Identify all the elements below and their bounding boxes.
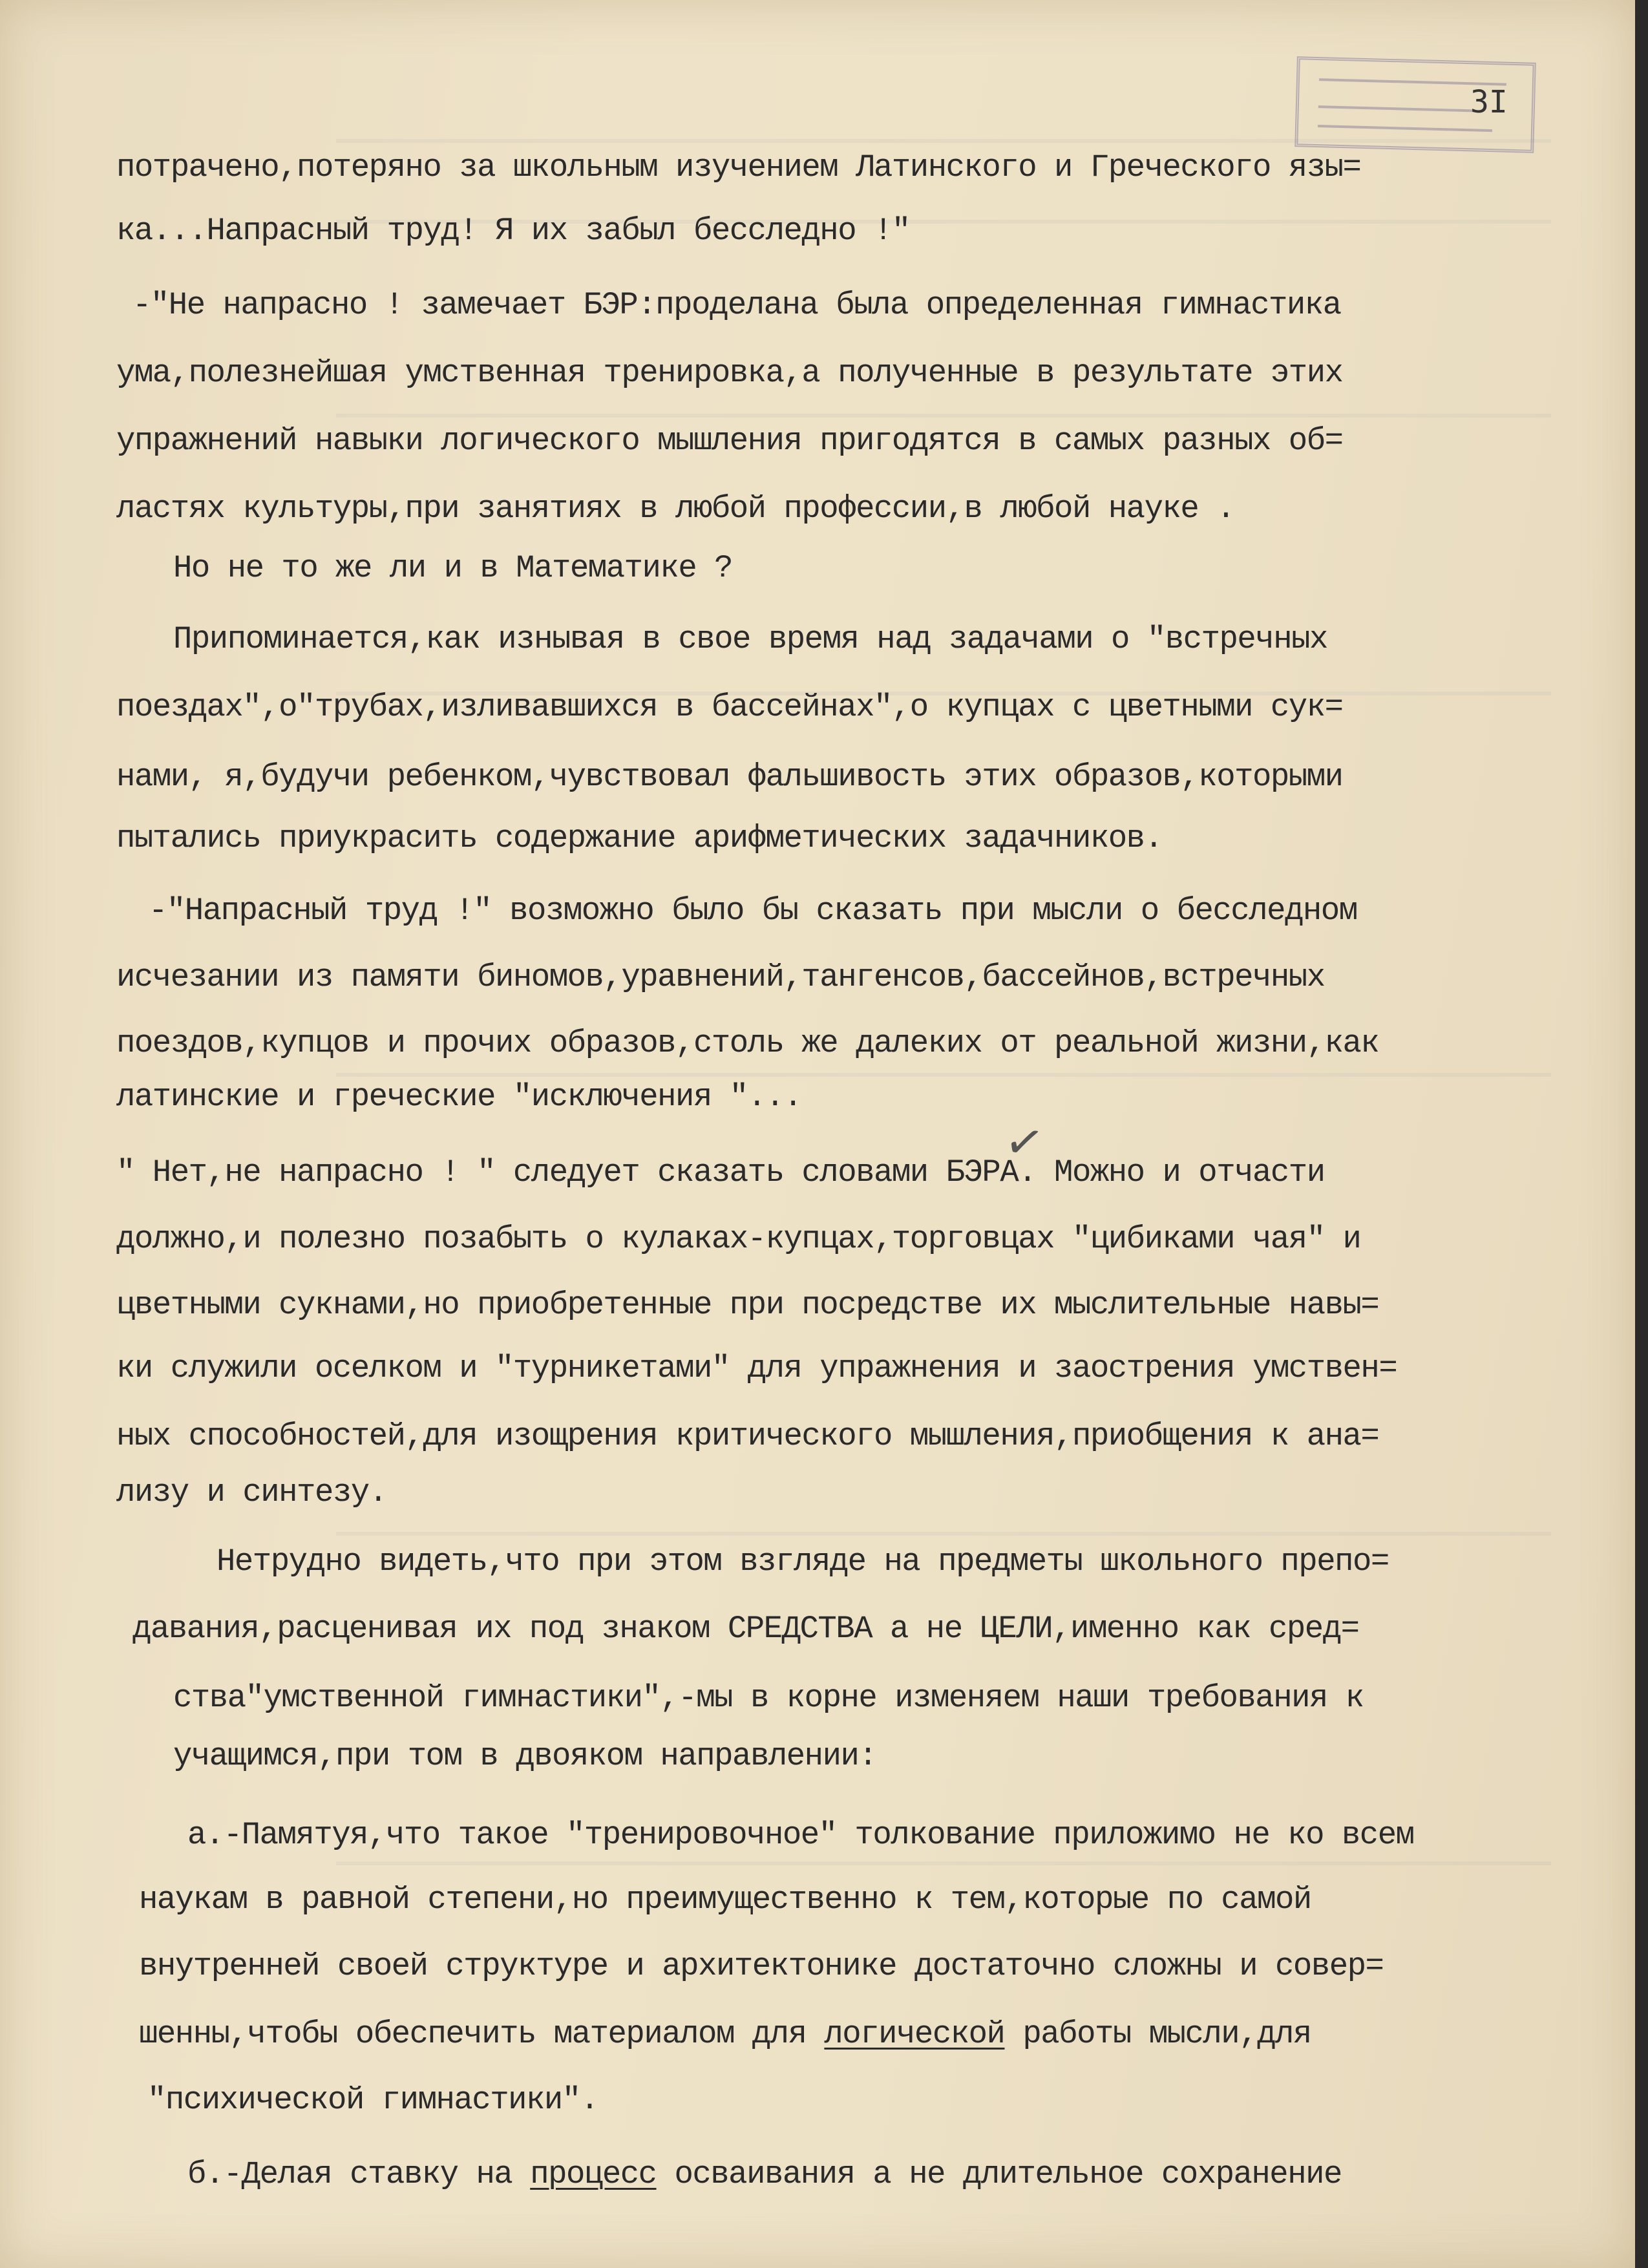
text-line: поездов,купцов и прочих образов,столь же далеких от реальной жизни,как	[116, 1025, 1379, 1061]
text-line: ка...Напрасный труд! Я их забыл бесследно !"	[116, 213, 910, 249]
bleed-through	[336, 1073, 1551, 1077]
stamp-line	[1318, 105, 1474, 112]
text-line: а.-Памятуя,что такое "тренировочное" толкование приложимо не ко всем	[187, 1817, 1414, 1853]
underlined-word: процесс	[530, 2156, 657, 2192]
text-line: должно,и полезно позабыть о кулаках-купцах,торговцах "цибиками чая" и	[116, 1221, 1361, 1257]
text-line: ластях культуры,при занятиях в любой профессии,в любой науке .	[116, 491, 1235, 527]
underlined-word: логической	[824, 2016, 1005, 2052]
text-line: нами, я,будучи ребенком,чувствовал фальшивость этих образов,которыми	[116, 759, 1343, 795]
text-line: " Нет,не напрасно ! " следует сказать словами БЭРА. Можно и отчасти	[116, 1154, 1325, 1191]
bleed-through	[336, 1861, 1551, 1865]
text-line: учащимся,при том в двояком направлении:	[173, 1738, 877, 1774]
text-line: цветными сукнами,но приобретенные при посредстве их мыслительные навы=	[116, 1287, 1379, 1323]
text-line: поездах",о"трубах,изливавшихся в бассейнах",о купцах с цветными сук=	[116, 689, 1343, 725]
text-line: лизу и синтезу.	[116, 1474, 387, 1510]
page-number: 3I	[1470, 84, 1508, 120]
text-line: "психической гимнастики".	[147, 2082, 598, 2118]
text-line: латинские и греческие "исключения "...	[116, 1079, 802, 1115]
text-line: Но не то же ли и в Математике ?	[173, 550, 733, 586]
handwritten-checkmark: ✓	[1000, 1112, 1049, 1172]
text-line	[187, 2156, 1342, 2192]
text-line: ных способностей,для изощрения критического мышления,приобщения к ана=	[116, 1418, 1379, 1454]
text-line: наукам в равной степени,но преимущественно к тем,которые по самой	[139, 1881, 1311, 1918]
text-line: Припоминается,как изнывая в свое время над задачами о "встречных	[173, 621, 1327, 657]
text-line-end: осваивания а не длительное сохранение	[656, 2156, 1342, 2192]
text-line: ки служили оселком и "турникетами" для упражнения и заострения умствен=	[116, 1350, 1397, 1386]
text-line-start: б.-Делая ставку на	[187, 2156, 531, 2192]
text-line: ума,полезнейшая умственная тренировка,а полученные в результате этих	[116, 355, 1343, 391]
text-line: пытались приукрасить содержание арифметических задачников.	[116, 820, 1163, 856]
text-line-start: шенны,чтобы обеспечить материалом для	[139, 2016, 825, 2052]
text-line	[139, 2016, 1311, 2052]
text-line: -"Не напрасно ! замечает БЭР:проделана была определенная гимнастика	[132, 287, 1341, 323]
text-line: -"Напрасный труд !" возможно было бы сказать при мысли о бесследном	[149, 893, 1357, 929]
text-line: давания,расценивая их под знаком СРЕДСТВА а не ЦЕЛИ,именно как сред=	[132, 1611, 1359, 1647]
stamp-line	[1318, 125, 1492, 132]
bleed-through	[336, 414, 1551, 418]
text-line: потрачено,потеряно за школьным изучением Латинского и Греческого язы=	[116, 149, 1361, 185]
text-line: упражнений навыки логического мышления пригодятся в самых разных об=	[116, 423, 1343, 459]
bleed-through	[336, 139, 1551, 143]
text-line-end: работы мысли,для	[1004, 2016, 1311, 2052]
text-line: ства"умственной гимнастики",-мы в корне изменяем наши требования к	[173, 1680, 1364, 1716]
text-line: Нетрудно видеть,что при этом взгляде на предметы школьного препо=	[217, 1543, 1389, 1580]
text-line: внутренней своей структуре и архитектонике достаточно сложны и совер=	[139, 1948, 1384, 1984]
bleed-through	[336, 1532, 1551, 1536]
text-line: исчезании из памяти биномов,уравнений,тангенсов,бассейнов,встречных	[116, 959, 1325, 995]
